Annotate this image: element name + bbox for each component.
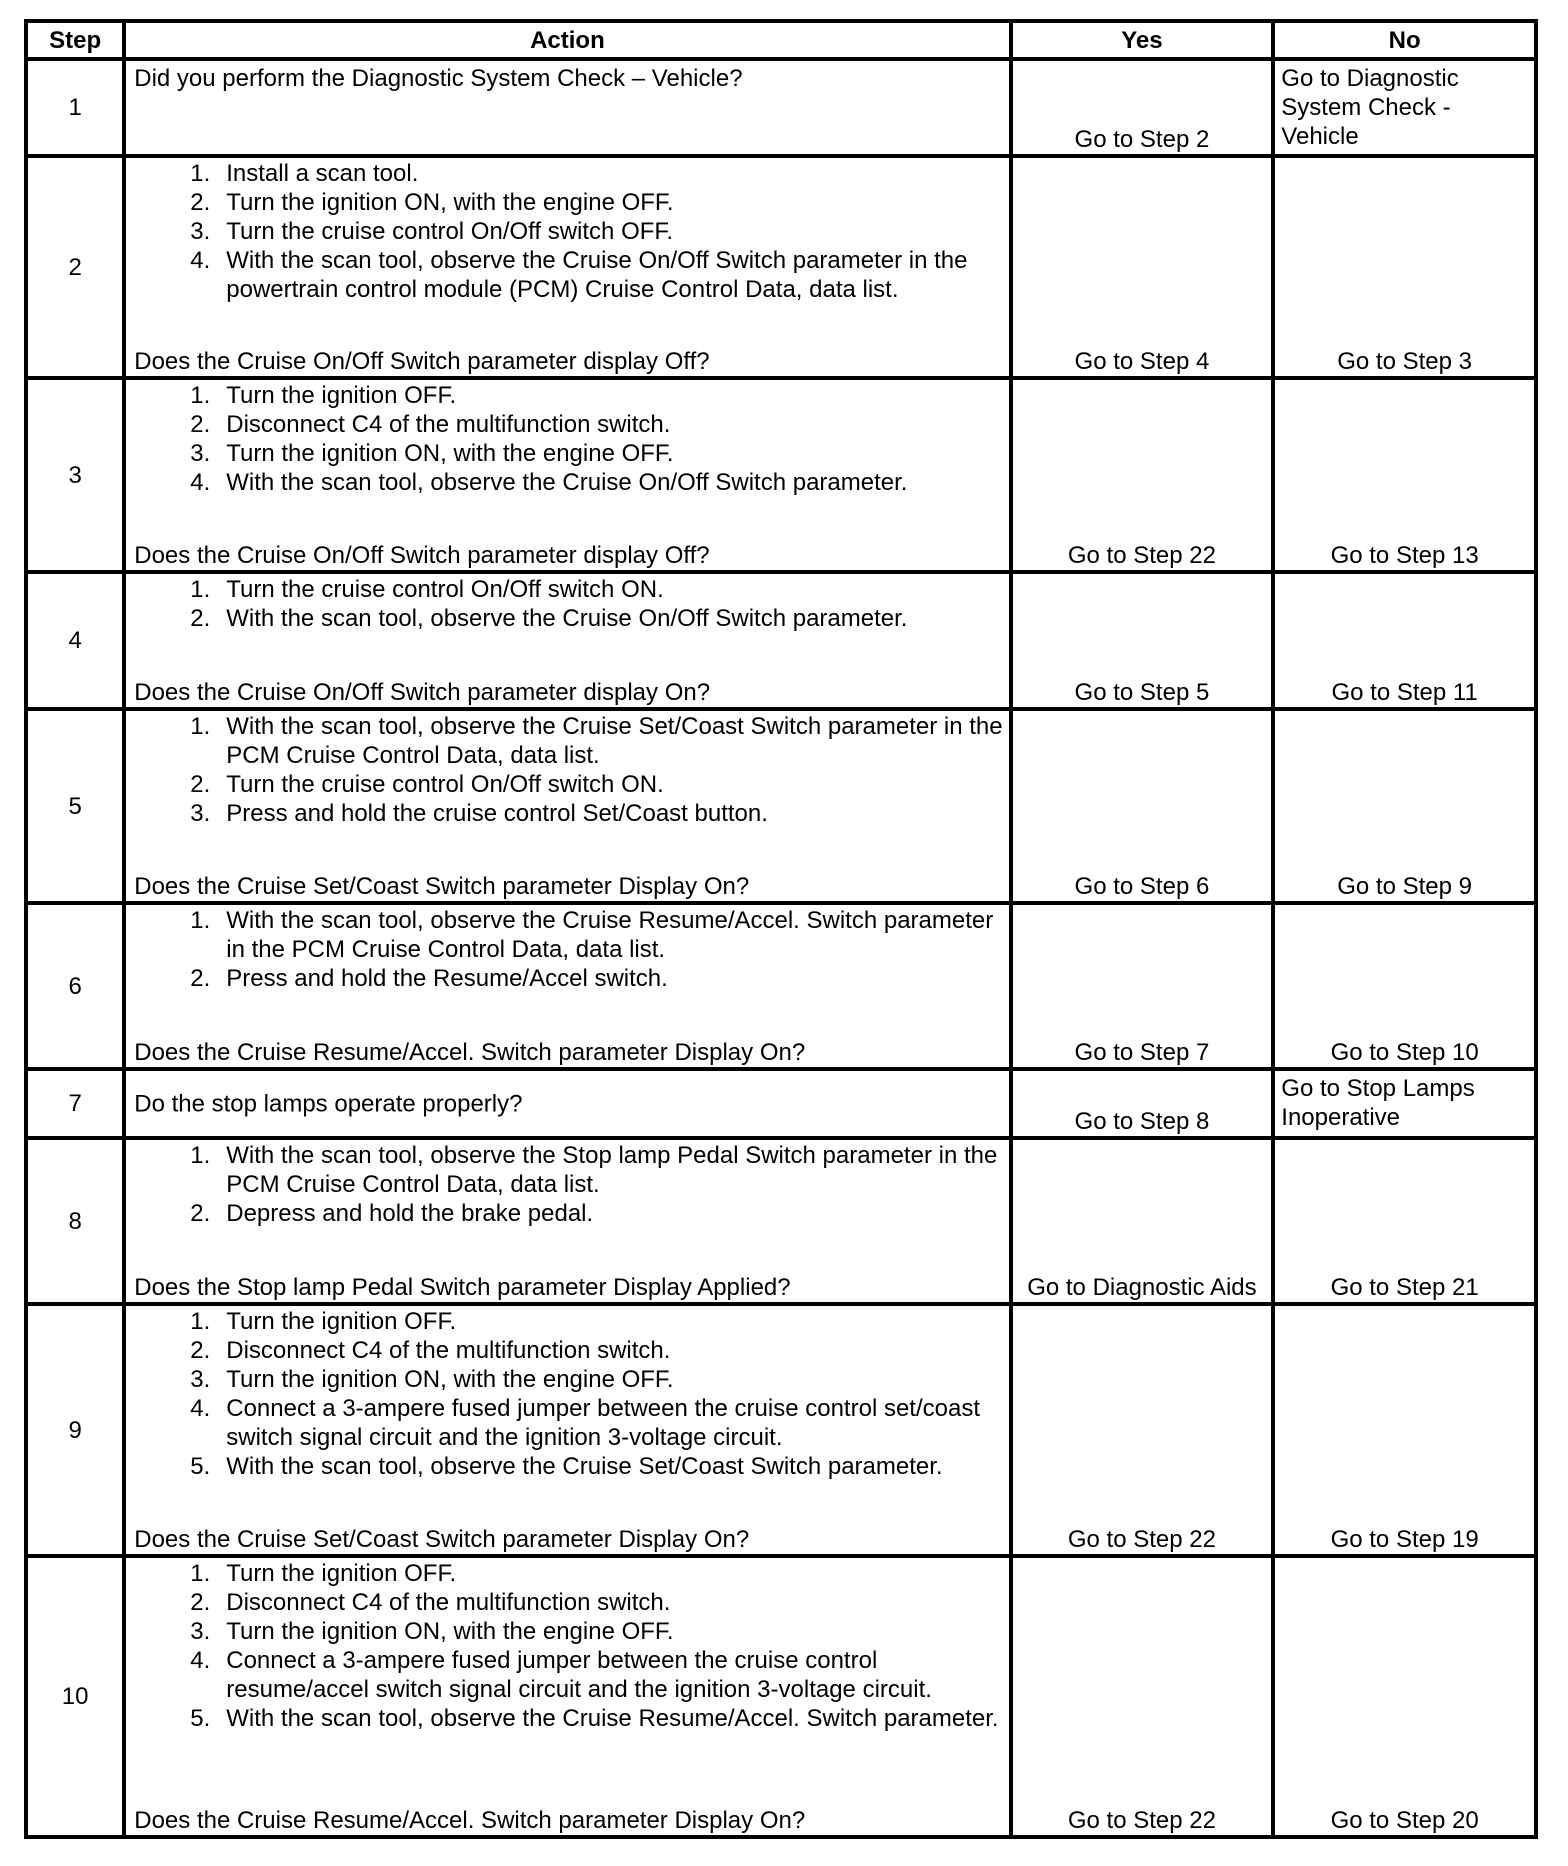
step-number: 3	[26, 378, 124, 572]
question-text: Did you perform the Diagnostic System Check – Vehicle?	[134, 65, 743, 92]
list-item: 3. Press and hold the cruise control Set/Coast button.	[190, 800, 768, 827]
list-item: 1. Turn the ignition OFF.	[190, 1308, 457, 1335]
list-item: 2. Disconnect C4 of the multifunction switch.	[190, 1589, 671, 1616]
list-item: 4. With the scan tool, observe the Cruise On/Off Switch parameter.	[190, 469, 908, 496]
no-cell: Go to Step 11	[1273, 572, 1536, 709]
table-row	[26, 1556, 1536, 1837]
list-item: 2. Depress and hold the brake pedal.	[190, 1200, 594, 1227]
action-cell	[124, 1556, 1010, 1837]
list-item: 4. With the scan tool, observe the Cruise On/Off Switch parameter in the powertrain control module (PCM) Cruise Control Data, data list.	[190, 247, 968, 303]
question-text: Does the Cruise Set/Coast Switch parameter Display On?	[134, 873, 750, 900]
list-item: 3. Turn the ignition ON, with the engine OFF.	[190, 1618, 674, 1645]
question-text: Does the Cruise On/Off Switch parameter display Off?	[134, 542, 710, 569]
instruction-list	[126, 1140, 1008, 1228]
action-cell	[124, 903, 1010, 1069]
header-step: Step	[26, 21, 124, 59]
yes-cell: Go to Step 22	[1011, 1304, 1274, 1556]
list-item: 2. Disconnect C4 of the multifunction switch.	[190, 411, 671, 438]
action-cell	[124, 709, 1010, 903]
table-row	[26, 1138, 1536, 1304]
action-cell	[124, 156, 1010, 378]
no-cell: Go to Diagnostic System Check - Vehicle	[1273, 59, 1536, 156]
list-item: 5. With the scan tool, observe the Cruise Resume/Accel. Switch parameter.	[190, 1705, 999, 1732]
list-item: 4. Connect a 3-ampere fused jumper between the cruise control resume/accel switch signal circuit and the ignition 3-voltage circuit.	[190, 1647, 932, 1703]
header-action: Action	[124, 21, 1010, 59]
instruction-list	[126, 380, 1008, 497]
action-cell	[124, 378, 1010, 572]
list-item: 5. With the scan tool, observe the Cruise Set/Coast Switch parameter.	[190, 1453, 943, 1480]
yes-cell: Go to Step 8	[1011, 1069, 1274, 1138]
list-item: 2. Press and hold the Resume/Accel switch.	[190, 965, 668, 992]
table-row	[26, 1069, 1536, 1138]
step-number: 2	[26, 156, 124, 378]
step-number: 4	[26, 572, 124, 709]
list-item: 1. Install a scan tool.	[190, 160, 419, 187]
list-item: 3. Turn the ignition ON, with the engine OFF.	[190, 440, 674, 467]
action-cell	[124, 1069, 1010, 1138]
list-item: 1. Turn the ignition OFF.	[190, 382, 457, 409]
question-text: Does the Cruise Set/Coast Switch parameter Display On?	[134, 1526, 750, 1553]
list-item: 1. With the scan tool, observe the Cruise Set/Coast Switch parameter in the PCM Cruise Control Data, data list.	[190, 713, 1003, 769]
yes-cell: Go to Step 22	[1011, 1556, 1274, 1837]
step-number: 7	[26, 1069, 124, 1138]
no-cell: Go to Step 21	[1273, 1138, 1536, 1304]
list-item: 3. Turn the cruise control On/Off switch OFF.	[190, 218, 674, 245]
question-text: Does the Stop lamp Pedal Switch parameter Display Applied?	[134, 1274, 791, 1301]
list-item: 1. Turn the ignition OFF.	[190, 1560, 457, 1587]
no-cell: Go to Step 10	[1273, 903, 1536, 1069]
instruction-list	[126, 158, 1008, 304]
list-item: 1. With the scan tool, observe the Cruise Resume/Accel. Switch parameter in the PCM Cruise Control Data, data list.	[190, 907, 994, 963]
list-item: 2. With the scan tool, observe the Cruise On/Off Switch parameter.	[190, 605, 908, 632]
instruction-list	[126, 574, 1008, 633]
question-text: Do the stop lamps operate properly?	[134, 1090, 523, 1117]
yes-cell: Go to Step 7	[1011, 903, 1274, 1069]
instruction-list	[126, 1558, 1008, 1733]
table-row	[26, 378, 1536, 572]
step-number: 8	[26, 1138, 124, 1304]
step-number: 9	[26, 1304, 124, 1556]
list-item: 2. Disconnect C4 of the multifunction switch.	[190, 1337, 671, 1364]
header-row	[26, 21, 1536, 59]
list-item: 1. Turn the cruise control On/Off switch ON.	[190, 576, 664, 603]
step-number: 6	[26, 903, 124, 1069]
yes-cell: Go to Step 4	[1011, 156, 1274, 378]
instruction-list	[126, 905, 1008, 993]
list-item: 2. Turn the cruise control On/Off switch ON.	[190, 771, 664, 798]
list-item: 3. Turn the ignition ON, with the engine OFF.	[190, 1366, 674, 1393]
instruction-list	[126, 1306, 1008, 1481]
no-cell: Go to Step 13	[1273, 378, 1536, 572]
question-text: Does the Cruise Resume/Accel. Switch parameter Display On?	[134, 1039, 806, 1066]
instruction-list	[126, 711, 1008, 828]
step-number: 10	[26, 1556, 124, 1837]
action-cell	[124, 1304, 1010, 1556]
action-cell	[124, 1138, 1010, 1304]
no-cell: Go to Step 3	[1273, 156, 1536, 378]
question-text: Does the Cruise Resume/Accel. Switch parameter Display On?	[134, 1807, 806, 1834]
question-text: Does the Cruise On/Off Switch parameter display Off?	[134, 348, 710, 375]
yes-cell: Go to Step 5	[1011, 572, 1274, 709]
yes-cell: Go to Step 22	[1011, 378, 1274, 572]
no-cell: Go to Step 19	[1273, 1304, 1536, 1556]
step-number: 1	[26, 59, 124, 156]
action-cell	[124, 59, 1010, 156]
table-row	[26, 1304, 1536, 1556]
table-row	[26, 572, 1536, 709]
header-yes: Yes	[1011, 21, 1274, 59]
table-row	[26, 156, 1536, 378]
table-row	[26, 709, 1536, 903]
no-cell: Go to Stop Lamps Inoperative	[1273, 1069, 1536, 1138]
table-row	[26, 59, 1536, 156]
table-row	[26, 903, 1536, 1069]
list-item: 4. Connect a 3-ampere fused jumper between the cruise control set/coast switch signal circuit and the ignition 3-voltage circuit.	[190, 1395, 980, 1451]
diagnostic-table	[24, 19, 1538, 1839]
header-no: No	[1273, 21, 1536, 59]
list-item: 2. Turn the ignition ON, with the engine OFF.	[190, 189, 674, 216]
list-item: 1. With the scan tool, observe the Stop lamp Pedal Switch parameter in the PCM Cruise Control Data, data list.	[190, 1142, 998, 1198]
action-cell	[124, 572, 1010, 709]
yes-cell: Go to Diagnostic Aids	[1011, 1138, 1274, 1304]
question-text: Does the Cruise On/Off Switch parameter display On?	[134, 679, 711, 706]
yes-cell: Go to Step 6	[1011, 709, 1274, 903]
no-cell: Go to Step 20	[1273, 1556, 1536, 1837]
yes-cell: Go to Step 2	[1011, 59, 1274, 156]
no-cell: Go to Step 9	[1273, 709, 1536, 903]
step-number: 5	[26, 709, 124, 903]
